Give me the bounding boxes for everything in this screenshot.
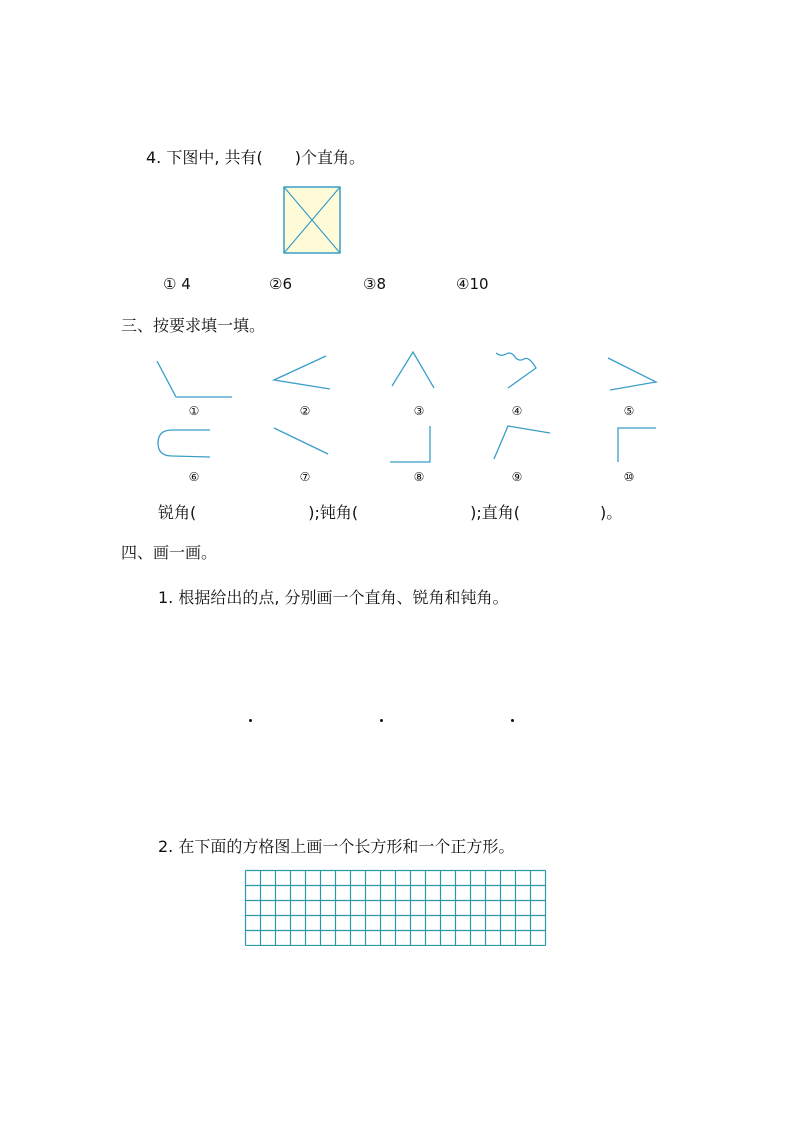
figure-label-6: ⑥ (188, 470, 200, 484)
q4-option-1[interactable]: ① 4 (163, 275, 191, 293)
section3-answer-line: 锐角( );钝角( );直角( )。 (158, 503, 623, 522)
grid-figure[interactable] (244, 869, 549, 946)
figure-label-9: ⑨ (511, 470, 523, 484)
figure-label-5: ⑤ (623, 404, 635, 418)
angle-figure-1 (150, 355, 240, 400)
figure-label-2: ② (299, 404, 311, 418)
section3-title: 三、按要求填一填。 (121, 316, 266, 335)
q4-option-2[interactable]: ②6 (269, 275, 292, 293)
angle-figure-8 (386, 422, 441, 467)
angle-figure-4 (490, 348, 550, 393)
angle-figure-2 (268, 350, 338, 395)
angle-figure-9 (488, 420, 554, 465)
rectangle-with-diagonals-figure (283, 186, 341, 256)
figure-label-3: ③ (413, 404, 425, 418)
q4-question: 4. 下图中, 共有( )个直角。 (146, 148, 366, 167)
angle-figure-10 (612, 422, 662, 467)
figure-label-1: ① (188, 404, 200, 418)
section4-q2: 2. 在下面的方格图上画一个长方形和一个正方形。 (158, 837, 515, 856)
angle-figure-5 (602, 352, 662, 397)
figure-label-8: ⑧ (413, 470, 425, 484)
angle-figure-3 (386, 348, 441, 393)
figure-label-4: ④ (511, 404, 523, 418)
given-point-1 (249, 719, 252, 722)
angle-figure-7 (270, 424, 334, 464)
section4-title: 四、画一画。 (121, 543, 218, 562)
figure-label-10: ⑩ (623, 470, 635, 484)
angle-figure-6 (152, 424, 216, 464)
section4-q1: 1. 根据给出的点, 分别画一个直角、锐角和钝角。 (158, 588, 509, 607)
q4-option-4[interactable]: ④10 (456, 275, 489, 293)
given-point-2 (380, 719, 383, 722)
figure-label-7: ⑦ (299, 470, 311, 484)
q4-option-3[interactable]: ③8 (363, 275, 386, 293)
given-point-3 (511, 719, 514, 722)
